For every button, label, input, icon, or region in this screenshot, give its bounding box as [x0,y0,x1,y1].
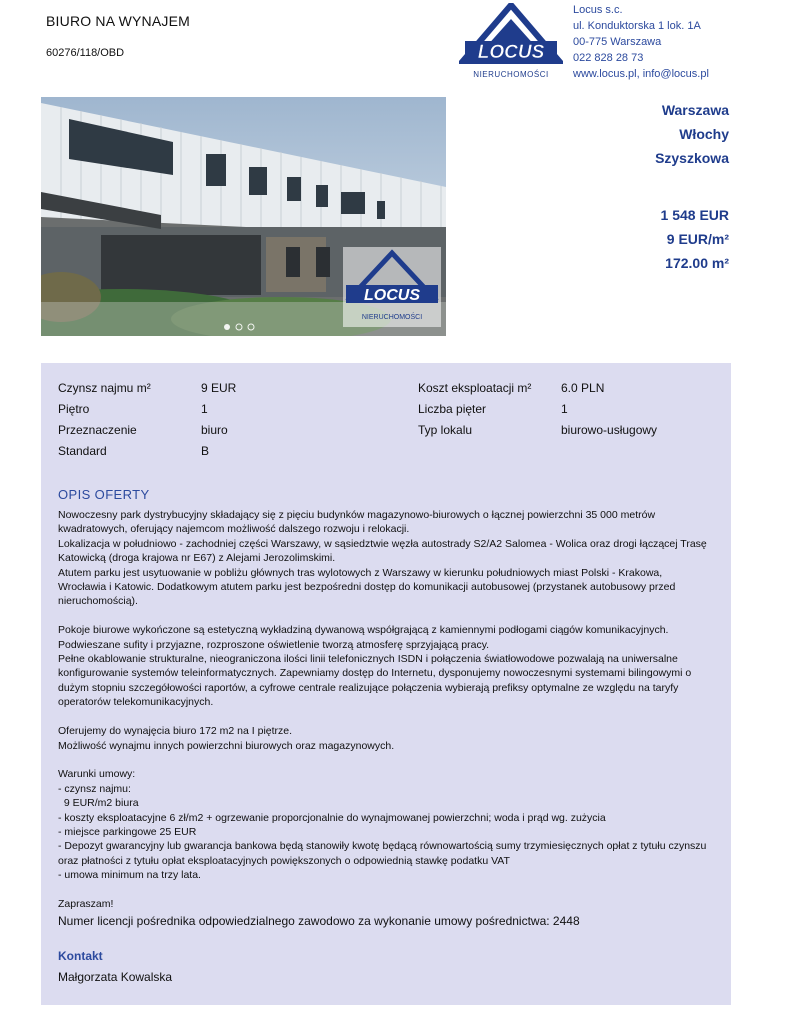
attr-floor-value: 1 [201,402,208,416]
description-heading: OPIS OFERTY [58,487,150,502]
desc-line: oraz płatności z tytułu opłat eksploatacyjnych powiększonych o odpowiednią stawkę podatku VAT [58,854,510,867]
attr-rent-value: 9 EUR [201,381,237,395]
watermark-tagline-text: NIERUCHOMOŚCI [361,314,423,321]
attr-purpose-value: biuro [201,423,228,437]
license-number: Numer licencji pośrednika odpowiedzialnego zawodowo za wykonanie umowy pośrednictwa: 2448 [58,914,580,928]
locus-logo [459,3,563,81]
attr-type-label: Typ lokalu [418,423,473,437]
company-contact [573,2,709,82]
desc-line: kwadratowych, oferujący najemcom możliwość dalszego rozwoju i relokacji. [58,523,410,536]
desc-line: Atutem parku jest usytuowanie w pobliżu głównych tras wylotowych z Warszawy w kierunku południowych miast Polski - Krakowa, [58,566,663,579]
desc-line: Podwieszane sufity i przyjazne, rozproszone oświetlenie tworzą atmosferę sprzyjającą pracy. [58,638,490,651]
company-address: ul. Konduktorska 1 lok. 1A [573,20,701,32]
desc-line: Warunki umowy: [58,768,136,781]
location-district: Włochy [679,126,729,142]
description-body [58,508,718,911]
desc-line: Pokoje biurowe wykończone są estetyczną wykładziną dywanową współgrającą z kamiennymi podłogami ciągów komunikacyjnych. [58,624,669,637]
desc-line: - koszty eksploatacyjne 6 zł/m2 + ogrzewanie proporcjonalnie do wynajmowanej powierzchni; woda i prąd wg. zużycia [58,811,606,824]
location-street: Szyszkowa [655,150,729,166]
contact-heading: Kontakt [58,949,103,963]
price-total: 1 548 EUR [660,207,729,223]
company-phone: 022 828 28 73 [573,52,644,64]
desc-line: Wrocławia i Katowic. Dodatkowym atutem parku jest bezpośredni dostęp do komunikacji autobusowej (przystanek autobusowy przed [58,581,676,594]
desc-line: Lokalizacja w południowo - zachodniej części Warszawy, w sąsiedztwie węzła autostrady S2/A2 Salomea - Wolica oraz drogi łączącej Trasę [58,537,707,550]
carousel-dot [224,324,230,330]
property-photo [41,97,446,336]
attr-rent-label: Czynsz najmu m² [58,381,151,395]
desc-line: - umowa minimum na trzy lata. [58,869,201,882]
company-city: 00-775 Warszawa [573,36,662,48]
logo-brand-text: LOCUS [477,42,545,63]
desc-line: operatorów telekomunikacyjnych. [58,696,214,709]
photo-watermark-logo [343,247,441,327]
desc-spacer [58,710,718,724]
desc-line: Nowoczesny park dystrybucyjny składający się z pięciu budynków magazynowo-biurowych o łącznej powierzchni 35 000 metrów [58,509,656,521]
area: 172.00 m² [665,255,729,271]
attr-floors-value: 1 [561,402,568,416]
attr-floors-label: Liczba pięter [418,402,487,416]
desc-spacer [58,753,718,767]
desc-line: Katowicką (droga krajowa nr E67) z Alejami Jerozolimskimi. [58,552,336,565]
attr-type-value: biurowo-usługowy [561,423,658,437]
logo-tagline-text: NIERUCHOMOŚCI [473,70,549,79]
desc-line: Zapraszam! [58,897,114,910]
desc-line: - czynsz najmu: [58,782,131,795]
attr-floor-label: Piętro [58,402,90,416]
desc-line: - Depozyt gwarancyjny lub gwarancja bankowa będą stanowiły kwotę będącą równowartością sumy trzymiesięcznych opłat z tytułu czynszu [58,840,707,853]
desc-line: Pełne okablowanie strukturalne, nieograniczona ilości linii telefonicznych ISDN i połączenia światłowodowe pozwalają na uniwersalne [58,653,678,666]
desc-line: nieruchomością). [58,595,138,608]
desc-line: Możliwość wynajmu innych powierzchni biurowych oraz magazynowych. [58,739,395,752]
location-city: Warszawa [661,102,729,118]
desc-line: Oferujemy do wynajęcia biuro 172 m2 na I piętrze. [58,725,293,738]
attr-standard-value: B [201,444,210,458]
listing-reference: 60276/118/OBD [46,47,125,59]
desc-line: dużym stopniu szczegółowości raportów, a cyfrowe centrale realizujące połączenia wybierają prefiksy optymalne ze względu na taryfy [58,681,679,694]
price-per-m2: 9 EUR/m² [666,231,729,247]
desc-line: konfigurowanie systemów teleinformatycznych. Zapewniamy dostęp do Internetu, dysponujemy nowoczesnymi systemami bilingowymi o [58,667,692,680]
contact-name: Małgorzata Kowalska [58,970,173,984]
attr-purpose-label: Przeznaczenie [58,423,137,437]
desc-line: 9 EUR/m2 biura [58,797,139,810]
desc-spacer [58,883,718,897]
company-name: Locus s.c. [573,4,623,16]
attr-standard-label: Standard [58,444,107,458]
desc-spacer [58,609,718,623]
attr-opex-value: 6.0 PLN [561,381,605,395]
company-web[interactable]: www.locus.pl, info@locus.pl [573,68,709,80]
attr-opex-label: Koszt eksploatacji m² [418,381,532,395]
watermark-brand-text: LOCUS [364,287,420,304]
listing-title: BIURO NA WYNAJEM [46,13,190,29]
desc-line: - miejsce parkingowe 25 EUR [58,825,197,838]
